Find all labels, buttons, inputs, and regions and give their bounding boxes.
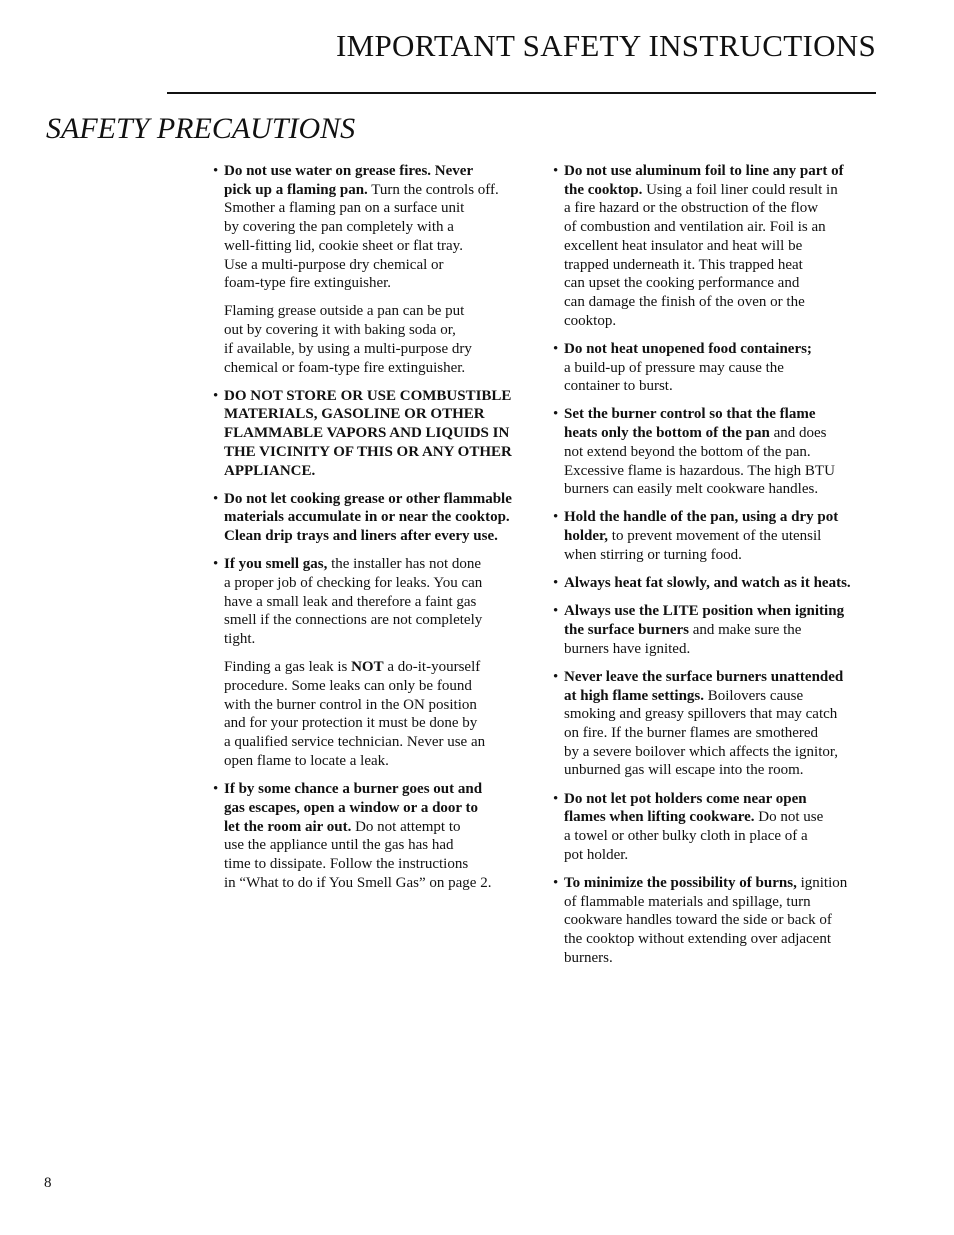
bullet-item [553, 405, 883, 499]
text-line [564, 790, 883, 809]
bullet-item [213, 555, 543, 649]
text-line [224, 630, 543, 649]
text-line [564, 602, 883, 621]
text-line [224, 181, 543, 200]
text-line [224, 424, 543, 443]
text-line [224, 611, 543, 630]
bullet-item [553, 790, 883, 865]
text-line [564, 640, 883, 659]
text-line [564, 846, 883, 865]
body-text: use the appliance until the gas has had [224, 837, 454, 854]
text-line [224, 199, 543, 218]
body-text: open flame to locate a leak. [224, 752, 389, 769]
bullet-marker: • [553, 406, 559, 423]
body-text: and for your protection it must be done by [224, 715, 478, 732]
body-text: to prevent movement of the utensil [608, 528, 822, 545]
text-line [564, 480, 883, 499]
text-line [564, 574, 883, 593]
text-line [224, 405, 543, 424]
bold-text: materials accumulate in or near the cooktop. [224, 509, 510, 526]
body-text: trapped underneath it. This trapped heat [564, 256, 803, 273]
text-line [224, 302, 543, 321]
text-line [224, 696, 543, 715]
text-line [564, 462, 883, 481]
text-line [224, 874, 543, 893]
text-line [224, 321, 543, 340]
bullet-marker: • [553, 790, 559, 807]
body-text: chemical or foam-type fire extinguisher. [224, 359, 466, 376]
text-line [564, 312, 883, 331]
body-text: smell if the connections are not completely [224, 612, 483, 629]
bold-text: Set the burner control so that the flame [564, 406, 816, 423]
body-text: time to dissipate. Follow the instructions [224, 855, 469, 872]
body-text: foam-type fire extinguisher. [224, 275, 392, 292]
text-line [224, 162, 543, 181]
text-line [224, 555, 543, 574]
bold-text: the cooktop. [564, 181, 643, 198]
body-text: out by covering it with baking soda or, [224, 322, 456, 339]
body-text: pot holder. [564, 846, 629, 863]
body-text: by a severe boilover which affects the ignitor, [564, 743, 839, 760]
body-text: have a small leak and therefore a faint gas [224, 593, 477, 610]
bold-text: Do not let cooking grease or other flammable [224, 490, 512, 507]
bullet-item [553, 508, 883, 564]
bullet-marker: • [213, 781, 219, 798]
bullet-marker: • [213, 490, 219, 507]
bullet-item [553, 602, 883, 658]
text-line [224, 714, 543, 733]
bold-text: holder, [564, 528, 609, 545]
body-text: when stirring or turning food. [564, 546, 742, 563]
right-column [553, 162, 883, 977]
body-text: unburned gas will escape into the room. [564, 762, 804, 779]
bold-text: If you smell gas, [224, 556, 328, 573]
body-text: Excessive flame is hazardous. The high BTU [564, 462, 835, 479]
bullet-item [213, 490, 543, 546]
body-text: Smother a flaming pan on a surface unit [224, 200, 465, 217]
body-text: Use a multi-purpose dry chemical or [224, 256, 444, 273]
text-line [564, 405, 883, 424]
body-text: by covering the pan completely with a [224, 219, 454, 236]
bold-text: flames when lifting cookware. [564, 809, 755, 826]
body-text: Do not attempt to [351, 818, 461, 835]
text-line [564, 218, 883, 237]
body-text: with the burner control in the ON position [224, 696, 477, 713]
bold-text: pick up a flaming pan. [224, 181, 368, 198]
bullet-marker: • [213, 163, 219, 179]
text-line [564, 827, 883, 846]
bold-text: let the room air out. [224, 818, 352, 835]
bullet-item [553, 162, 883, 330]
text-line [564, 256, 883, 275]
paragraph [213, 658, 543, 770]
text-line [224, 462, 543, 481]
bold-text: THE VICINITY OF THIS OR ANY OTHER [224, 443, 512, 460]
body-text: a qualified service technician. Never use an [224, 734, 486, 751]
body-text: a do-it-yourself [383, 659, 481, 676]
text-line [564, 949, 883, 968]
body-text: a towel or other bulky cloth in place of a [564, 828, 808, 844]
text-line [564, 199, 883, 218]
body-text: tight. [224, 631, 256, 648]
text-line [564, 508, 883, 527]
text-line [224, 237, 543, 256]
left-column [213, 162, 543, 902]
body-text: of flammable materials and spillage, turn [564, 893, 811, 910]
bullet-marker: • [553, 340, 559, 357]
text-line [224, 836, 543, 855]
body-text: cooktop. [564, 312, 617, 329]
bullet-item [213, 162, 543, 293]
text-line [224, 218, 543, 237]
page-header-title: IMPORTANT SAFETY INSTRUCTIONS [335, 28, 876, 63]
text-line [564, 808, 883, 827]
bullet-item [553, 574, 883, 593]
bold-text: at high flame settings. [564, 687, 704, 704]
bold-text: Always use the LITE position when igniting [564, 603, 845, 620]
body-text: can upset the cooking performance and [564, 275, 800, 292]
body-text: cookware handles toward the side or back of [564, 912, 832, 929]
bold-text: Do not let pot holders come near open [564, 790, 807, 807]
bullet-item [553, 668, 883, 780]
bold-text: Always heat fat slowly, and watch as it heats. [564, 575, 851, 592]
text-line [224, 508, 543, 527]
body-text: in “What to do if You Smell Gas” on page 2. [224, 874, 492, 891]
body-text: smoking and greasy spillovers that may catch [564, 706, 838, 723]
text-line [224, 855, 543, 874]
body-text: container to burst. [564, 378, 673, 395]
bold-text: NOT [351, 659, 384, 676]
body-text: Finding a gas leak is [224, 659, 352, 676]
text-line [564, 930, 883, 949]
bold-text: heats only the bottom of the pan [564, 425, 770, 442]
body-text: not extend beyond the bottom of the pan. [564, 443, 811, 460]
bold-text: APPLIANCE. [224, 462, 316, 479]
body-text: and does [769, 425, 827, 442]
bullet-item [553, 340, 883, 396]
text-line [564, 237, 883, 256]
bullet-marker: • [213, 387, 219, 404]
text-line [224, 387, 543, 406]
text-line [224, 677, 543, 696]
text-line [564, 377, 883, 396]
text-line [224, 256, 543, 275]
text-line [224, 818, 543, 837]
text-line [564, 743, 883, 762]
bullet-marker: • [553, 509, 559, 526]
text-line [224, 490, 543, 509]
text-line [224, 752, 543, 771]
text-line [224, 799, 543, 818]
header-divider [167, 92, 876, 94]
body-text: can damage the finish of the oven or the [564, 293, 805, 310]
text-line [564, 668, 883, 687]
bullet-marker: • [553, 163, 559, 179]
text-line [224, 274, 543, 293]
body-text: burners can easily melt cookware handles. [564, 481, 819, 498]
text-line [564, 424, 883, 443]
page-number: 8 [44, 1175, 52, 1191]
body-text: on fire. If the burner flames are smothered [564, 724, 819, 741]
body-text: Do not use [754, 809, 824, 826]
body-text: the cooktop without extending over adjacent [564, 931, 832, 948]
body-text: burners. [564, 949, 613, 966]
body-text: the installer has not done [327, 556, 482, 573]
bullet-item [553, 874, 883, 968]
body-text: burners have ignited. [564, 640, 691, 657]
text-line [224, 340, 543, 359]
bullet-marker: • [553, 603, 559, 620]
text-line [564, 293, 883, 312]
text-line [564, 761, 883, 780]
text-line [564, 340, 883, 359]
bold-text: Do not use aluminum foil to line any part of [564, 163, 844, 179]
text-line [564, 893, 883, 912]
body-text: a build-up of pressure may cause the [564, 359, 784, 376]
bullet-item [213, 387, 543, 481]
bold-text: FLAMMABLE VAPORS AND LIQUIDS IN [224, 425, 510, 442]
bold-text: To minimize the possibility of burns, [564, 874, 797, 891]
bullet-marker: • [213, 556, 219, 573]
text-line [564, 874, 883, 893]
bold-text: gas escapes, open a window or a door to [224, 799, 479, 816]
text-line [564, 724, 883, 743]
body-text: Turn the controls off. [367, 181, 499, 198]
text-line [224, 733, 543, 752]
bold-text: the surface burners [564, 621, 689, 638]
bold-text: MATERIALS, GASOLINE OR OTHER [224, 406, 485, 423]
text-line [224, 443, 543, 462]
text-line [564, 546, 883, 565]
bold-text: Never leave the surface burners unattended [564, 668, 844, 685]
text-line [564, 181, 883, 200]
body-text: Flaming grease outside a pan can be put [224, 303, 465, 320]
body-text: procedure. Some leaks can only be found [224, 678, 472, 695]
text-line [224, 359, 543, 378]
text-line [224, 780, 543, 799]
bold-text: DO NOT STORE OR USE COMBUSTIBLE [224, 387, 512, 404]
bold-text: Hold the handle of the pan, using a dry pot [564, 509, 839, 526]
body-text: Using a foil liner could result in [642, 181, 838, 198]
body-text: Boilovers cause [704, 687, 804, 704]
text-line [564, 274, 883, 293]
bold-text: Do not use water on grease fires. Never [224, 163, 474, 179]
text-line [224, 658, 543, 677]
body-text: and make sure the [688, 621, 802, 638]
bullet-marker: • [553, 575, 559, 592]
body-text: of combustion and ventilation air. Foil is an [564, 219, 826, 236]
bold-text: Do not heat unopened food containers; [564, 340, 812, 357]
bold-text: If by some chance a burner goes out and [224, 781, 483, 798]
body-text: excellent heat insulator and heat will be [564, 237, 803, 254]
text-line [564, 527, 883, 546]
bullet-item [213, 780, 543, 892]
body-text: ignition [796, 874, 848, 891]
bullet-marker: • [553, 668, 559, 685]
body-text: a fire hazard or the obstruction of the flow [564, 200, 819, 217]
text-line [564, 911, 883, 930]
text-line [564, 687, 883, 706]
text-line [564, 359, 883, 378]
text-line [564, 705, 883, 724]
body-text: if available, by using a multi-purpose dry [224, 340, 472, 357]
text-line [564, 162, 883, 181]
text-line [564, 621, 883, 640]
section-title: SAFETY PRECAUTIONS [46, 112, 356, 145]
bullet-marker: • [553, 874, 559, 891]
text-line [564, 443, 883, 462]
text-line [224, 574, 543, 593]
body-text: a proper job of checking for leaks. You can [224, 575, 483, 592]
text-line [224, 593, 543, 612]
text-line [224, 527, 543, 546]
body-text: well-fitting lid, cookie sheet or flat tray. [224, 237, 463, 254]
bold-text: Clean drip trays and liners after every use. [224, 528, 498, 545]
paragraph [213, 302, 543, 377]
